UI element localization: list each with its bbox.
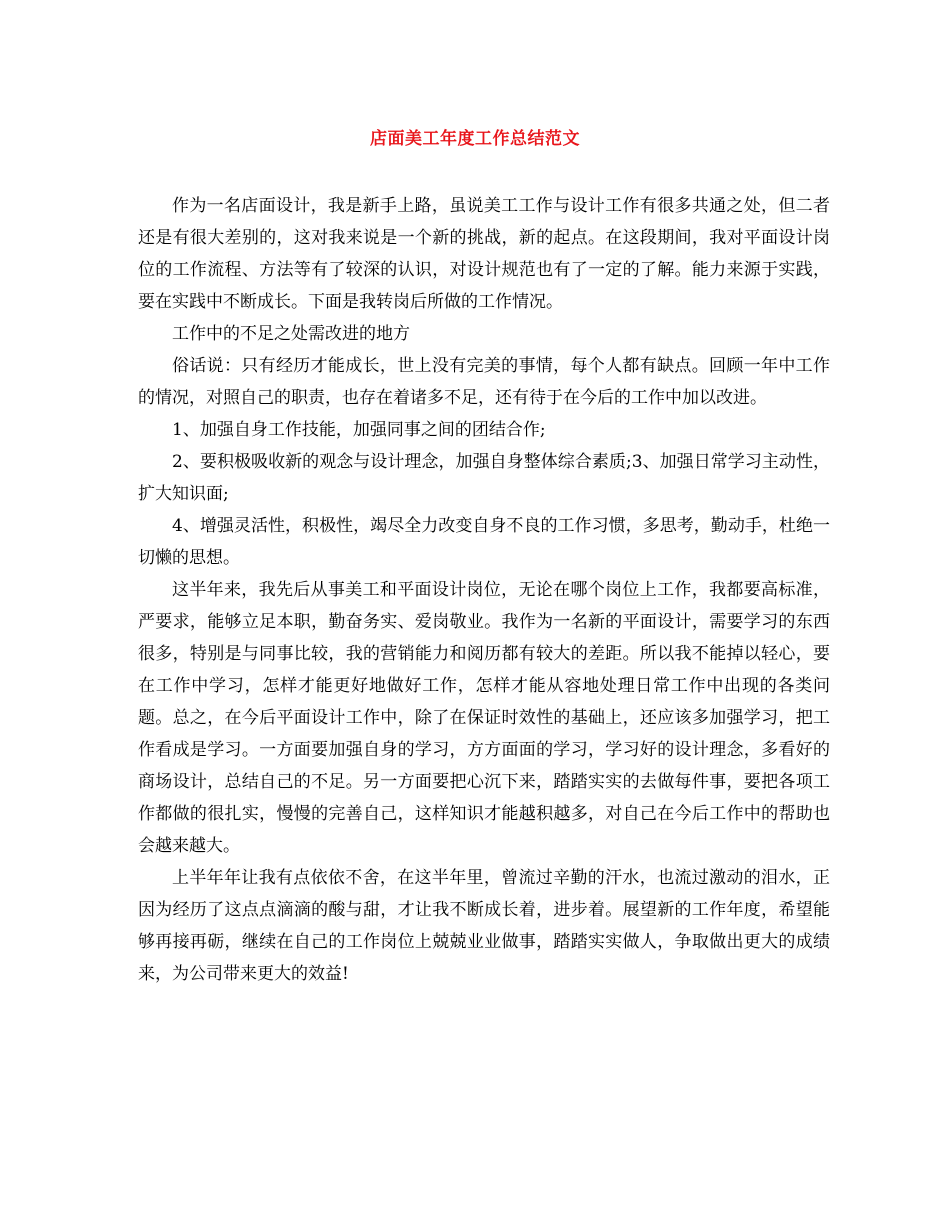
paragraph-conclusion: 上半年年让我有点依依不舍，在这半年里，曾流过辛勤的汗水，也流过激动的泪水，正因为经历了这点点滴滴的酸与甜，才让我不断成长着，进步着。展望新的工作年度，希望能够再接再砺，继续在自己的工作岗位上兢兢业业做事，踏踏实实做人，争取做出更大的成绩来，为公司带来更大的效益!: [138, 868, 830, 984]
paragraph-half-year: 这半年来，我先后从事美工和平面设计岗位，无论在哪个岗位上工作，我都要高标准，严要求，能够立足本职，勤奋务实、爱岗敬业。我作为一名新的平面设计，需要学习的东西很多，特别是与同事比较，我的营销能力和阅历都有较大的差距。所以我不能掉以轻心，要在工作中学习，怎样才能更好地做好工作，怎样才能从容地处理日常工作中出现的各类问题。总之，在今后平面设计工作中，除了在保证时效性的基础上，还应该多加强学习，把工作看成是学习。一方面要加强自身的学习，方方面面的学习，学习好的设计理念，多看好的商场设计，总结自己的不足。另一方面要把心沉下来，踏踏实实的去做每件事，要把各项工作都做的很扎实，慢慢的完善自己，这样知识才能越积越多，对自己在今后工作中的帮助也会越来越大。: [138, 580, 830, 856]
paragraph-intro: 作为一名店面设计，我是新手上路，虽说美工工作与设计工作有很多共通之处，但二者还是有很大差别的，这对我来说是一个新的挑战，新的起点。在这段期间，我对平面设计岗位的工作流程、方法等有了较深的认识，对设计规范也有了一定的了解。能力来源于实践，要在实践中不断成长。下面是我转岗后所做的工作情况。: [138, 196, 830, 312]
paragraph-item-1: 1、加强自身工作技能，加强同事之间的团结合作;: [172, 420, 546, 440]
paragraph-section-heading: 工作中的不足之处需改进的地方: [172, 324, 410, 344]
document-title: 店面美工年度工作总结范文: [370, 129, 580, 149]
paragraph-item-2-3: 2、要积极吸收新的观念与设计理念，加强自身整体综合素质;3、加强日常学习主动性，扩大知识面;: [138, 452, 830, 504]
document-body: [138, 190, 830, 990]
paragraph-item-4: 4、增强灵活性，积极性，竭尽全力改变自身不良的工作习惯，多思考，勤动手，杜绝一切懒的思想。: [138, 516, 830, 568]
paragraph-saying: 俗话说：只有经历才能成长，世上没有完美的事情，每个人都有缺点。回顾一年中工作的情况，对照自己的职责，也存在着诸多不足，还有待于在今后的工作中加以改进。: [138, 356, 830, 408]
